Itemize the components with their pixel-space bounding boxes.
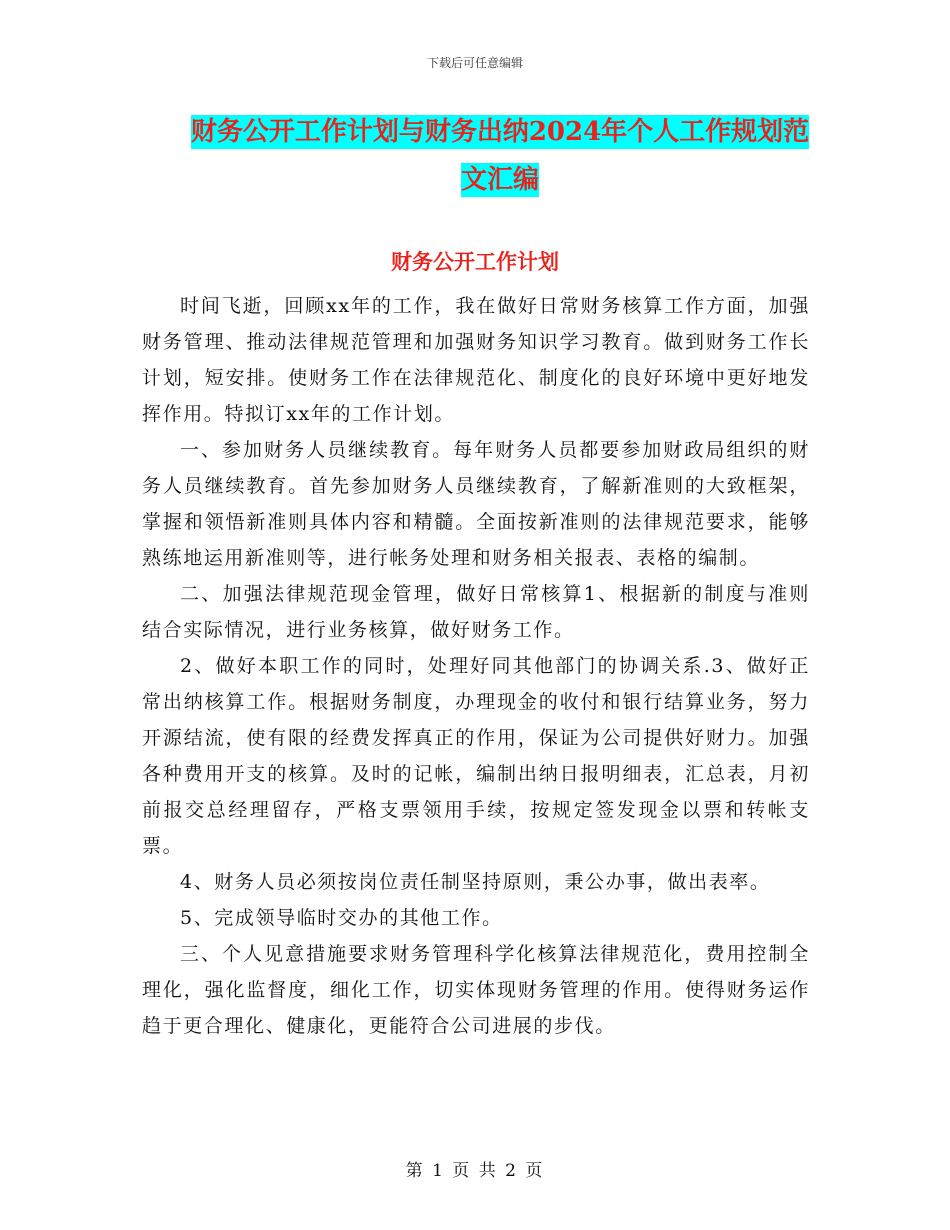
paragraph-item-2: 二、加强法律规范现金管理，做好日常核算1、根据新的制度与准则结合实际情况，进行业务核算，做好财务工作。: [142, 583, 810, 641]
document-title-line-2: 文汇编: [460, 165, 539, 195]
paragraph-intro: 时间飞逝，回顾xx年的工作，我在做好日常财务核算工作方面，加强财务管理、推动法律规范管理和加强财务知识学习教育。做到财务工作长计划，短安排。使财务工作在法律规范化、制度化的良好环境中更好地发挥作用。特拟订xx年的工作计划。: [142, 295, 810, 425]
paragraph-item-3: 三、个人见意措施要求财务管理科学化核算法律规范化，费用控制全理化，强化监督度，细化工作，切实体现财务管理的作用。使得财务运作趋于更合理化、健康化，更能符合公司进展的步伐。: [142, 943, 810, 1037]
paragraph-item-2-2: 2、做好本职工作的同时，处理好同其他部门的协调关系.3、做好正常出纳核算工作。根据财务制度，办理现金的收付和银行结算业务，努力开源结流，使有限的经费发挥真正的作用，保证为公司提供好财力。加强各种费用开支的核算。及时的记帐，编制出纳日报明细表，汇总表，月初前报交总经理留存，严格支票领用手续，按规定签发现金以票和转帐支票。: [142, 655, 810, 857]
paragraph-item-2-4: 4、财务人员必须按岗位责任制坚持原则，秉公办事，做出表率。: [180, 871, 771, 893]
section-title: 财务公开工作计划: [391, 249, 559, 274]
paragraph-item-2-5: 5、完成领导临时交办的其他工作。: [180, 907, 503, 929]
document-title-line-1: 财务公开工作计划与财务出纳2024年个人工作规划范: [190, 117, 810, 147]
document-title: [150, 108, 850, 204]
document-body: [142, 288, 810, 1044]
page-number-footer: 第 1 页 共 2 页: [405, 1161, 545, 1181]
page-header-note: 下载后可任意编辑: [426, 56, 523, 70]
paragraph-item-1: 一、参加财务人员继续教育。每年财务人员都要参加财政局组织的财务人员继续教育。首先参加财务人员继续教育，了解新准则的大致框架，掌握和领悟新准则具体内容和精髓。全面按新准则的法律规范要求，能够熟练地运用新准则等，进行帐务处理和财务相关报表、表格的编制。: [142, 439, 810, 569]
